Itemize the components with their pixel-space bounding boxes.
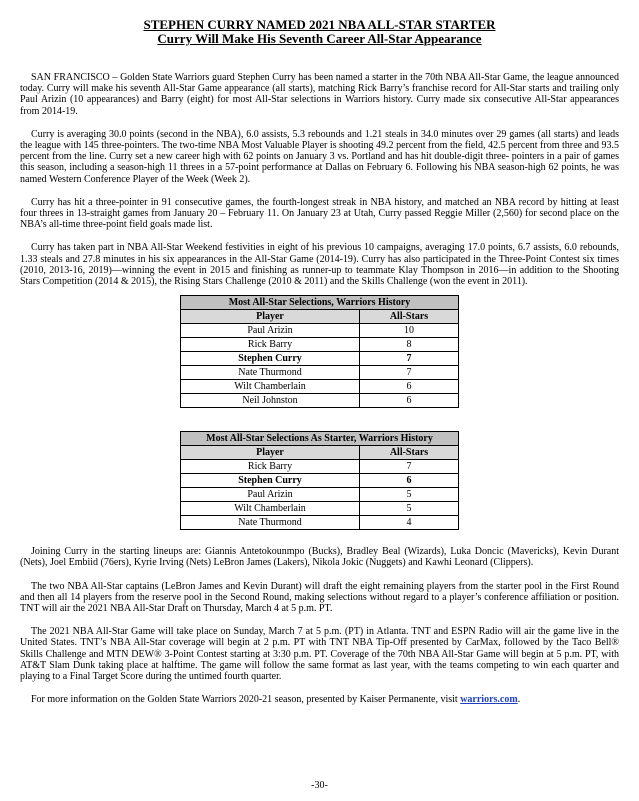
paragraph-starting-lineups: Joining Curry in the starting lineups are: Giannis Antetokounmpo (Bucks), Bradley Beal (Wizards), Luka Doncic (Mavericks), Kevin Durant (Nets), Joel Embiid (76ers), Kyrie Irving (Nets) LeBron James (Lakers), Nikola Jokic (Nuggets) and Kawhi Leonard (Clippers). xyxy=(20,546,619,569)
table-row xyxy=(181,338,459,352)
count-cell: 7 xyxy=(360,366,459,380)
table-row xyxy=(181,488,459,502)
count-cell: 10 xyxy=(360,324,459,338)
table-row xyxy=(181,324,459,338)
table-row-highlighted xyxy=(181,352,459,366)
count-cell: 6 xyxy=(360,380,459,394)
paragraph-captains-draft: The two NBA All-Star captains (LeBron James and Kevin Durant) will draft the eight remaining players from the starter pool in the First Round and then all 14 players from the reserve pool in the Second Round, making selections without regard to a player’s conference affiliation or position. TNT will air the 2021 NBA All-Star Draft on Thursday, March 4 at 5 p.m. PT. xyxy=(20,580,619,615)
table-caption: Most All-Star Selections As Starter, Warriors History xyxy=(181,432,459,446)
paragraph-intro: SAN FRANCISCO – Golden State Warriors guard Stephen Curry has been named a starter in the 70th NBA All-Star Game, the league announced today. Curry will make his seventh All-Star Game appearance (all starts), matching Rick Barry’s franchise record for All-Star starts and trailing only Paul Arizin (10 appearances) and Barry (eight) for most All-Star selections in Warriors history. Curry made six consecutive All-Star appearances from 2014-19. xyxy=(20,72,619,117)
count-cell: 7 xyxy=(360,460,459,474)
paragraph-streak: Curry has hit a three-pointer in 91 consecutive games, the fourth-longest streak in NBA history, and matched an NBA record by hitting at least four threes in 13-straight games from January 20 – February 11. On January 23 at Utah, Curry passed Reggie Miller (2,560) for second place on the NBA’s all-time three-point field goals made list. xyxy=(20,196,619,231)
count-cell: 5 xyxy=(360,502,459,516)
column-header-player: Player xyxy=(181,310,360,324)
table-caption: Most All-Star Selections, Warriors History xyxy=(181,296,459,310)
column-header-all-stars: All-Stars xyxy=(360,446,459,460)
player-cell: Rick Barry xyxy=(181,338,360,352)
table-row xyxy=(181,516,459,530)
player-cell: Nate Thurmond xyxy=(181,516,360,530)
table-row xyxy=(181,460,459,474)
table-row-highlighted xyxy=(181,474,459,488)
player-cell: Stephen Curry xyxy=(181,352,360,366)
more-info-text: For more information on the Golden State Warriors 2020-21 season, presented by Kaiser Permanente, visit xyxy=(31,694,461,706)
paragraph-more-info xyxy=(20,694,619,705)
player-cell: Nate Thurmond xyxy=(181,366,360,380)
more-info-end: . xyxy=(517,694,521,706)
player-cell: Neil Johnston xyxy=(181,394,360,408)
count-cell: 5 xyxy=(360,488,459,502)
count-cell: 8 xyxy=(360,338,459,352)
table-row xyxy=(181,502,459,516)
count-cell: 6 xyxy=(360,394,459,408)
headline-title: STEPHEN CURRY NAMED 2021 NBA ALL-STAR STARTER xyxy=(143,17,496,32)
table-row xyxy=(181,380,459,394)
count-cell: 6 xyxy=(360,474,459,488)
count-cell: 7 xyxy=(360,352,459,366)
table-row xyxy=(181,366,459,380)
player-cell: Paul Arizin xyxy=(181,324,360,338)
table-most-starts xyxy=(180,431,459,530)
table-most-selections xyxy=(180,295,459,408)
column-header-player: Player xyxy=(181,446,360,460)
column-header-all-stars: All-Stars xyxy=(360,310,459,324)
count-cell: 4 xyxy=(360,516,459,530)
player-cell: Rick Barry xyxy=(181,460,360,474)
player-cell: Wilt Chamberlain xyxy=(181,502,360,516)
page-number: -30- xyxy=(311,780,328,791)
paragraph-allstar-weekend: Curry has taken part in NBA All-Star Weekend festivities in eight of his previous 10 campaigns, averaging 17.0 points, 6.7 assists, 6.0 rebounds, 1.33 steals and 27.8 minutes in his six appearances in the All-Star Game (2014-19). Curry has also participated in the Three-Point Contest six times (2010, 2013-16, 2019)—winning the event in 2015 and finishing as runner-up to teammate Klay Thompson in 2016—in addition to the Shooting Stars Competition (2014 & 2015), the Rising Stars Challenge (2010 & 2011) and the Skills Challenge (won the event in 2011). xyxy=(20,242,619,288)
warriors-link[interactable]: warriors.com xyxy=(460,694,518,706)
player-cell: Stephen Curry xyxy=(181,474,360,488)
table-row xyxy=(181,394,459,408)
paragraph-stats: Curry is averaging 30.0 points (second in the NBA), 6.0 assists, 5.3 rebounds and 1.21 steals in 34.0 minutes over 29 games (all starts) and leads the league with 145 three-pointers. The two-time NBA Most Valuable Player is shooting 49.2 percent from the field, 42.5 percent from three and 93.5 percent from the line. Curry set a new career high with 62 points on January 3 vs. Portland and has hit double-digit three- pointers in a pair of games this season, including a season-high 11 threes in a 57-point performance at Dallas on February 6. Following his NBA season-high 62 points, he was named Western Conference Player of the Week (Week 2). xyxy=(20,128,619,185)
document-page xyxy=(20,18,619,705)
paragraph-game-broadcast: The 2021 NBA All-Star Game will take place on Sunday, March 7 at 5 p.m. (PT) in Atlanta. TNT and ESPN Radio will air the game live in the United States. TNT’s NBA All-Star coverage will begin at 2 p.m. PT with TNT NBA Tip-Off presented by CarMax, followed by the Taco Bell® Skills Challenge and MTN DEW® 3-Point Contest starting at 3:30 p.m. PT. Coverage of the 70th NBA All-Star Game will begin at 5 p.m. PT, with AT&T Slam Dunk taking place at halftime. The game will follow the same format as last year, with the teams competing to win each quarter and playing to a Final Target Score during the untimed fourth quarter. xyxy=(20,626,619,683)
headline-subtitle: Curry Will Make His Seventh Career All-Star Appearance xyxy=(157,31,482,46)
player-cell: Paul Arizin xyxy=(181,488,360,502)
player-cell: Wilt Chamberlain xyxy=(181,380,360,394)
